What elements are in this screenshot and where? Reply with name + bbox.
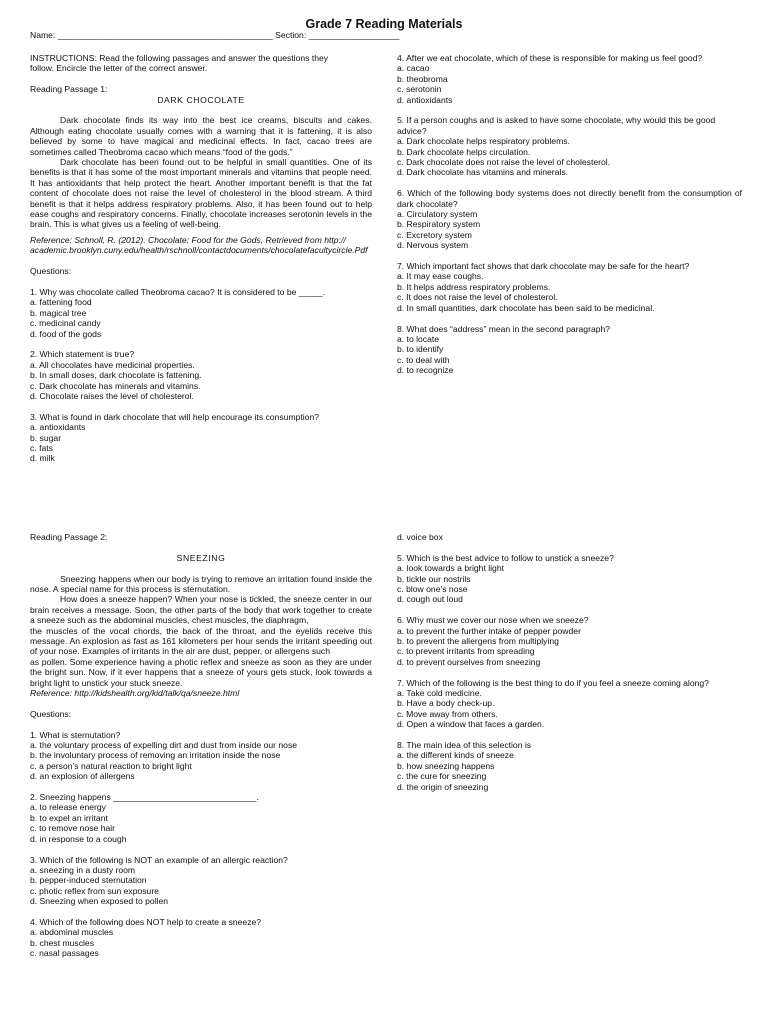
answer-choice[interactable]: c. serotonin (397, 84, 442, 95)
question-block (30, 792, 372, 844)
answer-choice[interactable]: a. fattening food (30, 297, 92, 308)
question-block (397, 740, 742, 792)
answer-choice[interactable]: d. the origin of sneezing (397, 781, 489, 792)
answer-choice[interactable]: b. theobroma (397, 73, 448, 84)
question-text: 4. Which of the following does NOT help to create a sneeze? (30, 916, 262, 927)
question-block (30, 349, 372, 401)
answer-choice[interactable]: b. Dark chocolate helps circulation. (397, 146, 531, 157)
passage2-column (30, 532, 372, 959)
question-block (397, 553, 742, 605)
answer-choice[interactable]: b. pepper-induced sternutation (30, 875, 147, 886)
page-title: Grade 7 Reading Materials (305, 17, 463, 31)
passage1-title: DARK CHOCOLATE (157, 94, 245, 105)
passage2-title: SNEEZING (176, 552, 226, 563)
answer-choice[interactable]: a. the voluntary process of expelling dirt and dust from inside our nose (30, 740, 298, 751)
question-block (397, 188, 742, 250)
answer-choice[interactable]: b. chest muscles (30, 937, 94, 948)
answer-choice[interactable]: d. Nervous system (397, 240, 469, 251)
answer-choice[interactable]: c. It does not raise the level of cholesterol. (397, 292, 558, 303)
answer-choice[interactable]: a. the different kinds of sneeze (397, 750, 514, 761)
question-text: 8. What does “address” mean in the second paragraph? (397, 323, 611, 334)
answer-choice[interactable]: d. an explosion of allergens (30, 771, 135, 782)
answer-choice[interactable]: d. in response to a cough (30, 833, 127, 844)
passage2-questions-right-column (397, 532, 742, 792)
answer-choice[interactable]: a. All chocolates have medicinal properties. (30, 359, 195, 370)
passage1-questions-right-column (397, 53, 742, 376)
question-text: 1. Why was chocolate called Theobroma cacao? It is considered to be _____. (30, 286, 326, 297)
answer-choice[interactable]: d. Dark chocolate has vitamins and minerals. (397, 167, 568, 178)
answer-choice[interactable]: d. food of the gods (30, 328, 102, 339)
answer-choice[interactable]: b. to prevent the allergens from multiplying (397, 636, 559, 647)
passage1-column (30, 53, 372, 464)
passage2-paragraph-2c: as pollen. Some experience having a photic reflex and sneeze as soon as they are under the bright sun. Now, if it ever happens that a sneeze of yours gets stuck, look towards a bright light to unstick your stuck sneeze. (30, 656, 372, 688)
answer-choice[interactable]: d. Chocolate raises the level of cholesterol. (30, 390, 194, 401)
passage2-label: Reading Passage 2: (30, 532, 108, 542)
answer-choice[interactable]: a. Dark chocolate helps respiratory problems. (397, 136, 570, 147)
passage2-paragraph-2a: How does a sneeze happen? When your nose is tickled, the sneeze center in our brain receives a message. Soon, the other parts of the body that work together to create a sneeze such as the abdominal muscles, chest muscles, the diaphragm, (30, 594, 372, 626)
passage1-paragraph-1: Dark chocolate finds its way into the best ice creams, biscuits and cakes. Although eating chocolate usually comes with a warning that it is fattening, it is also believed by some to have magical and medicinal effects. In fact, cacao trees are sometimes called Theobroma cacao which means “food of the gods.” (30, 115, 372, 157)
answer-choice[interactable]: c. to remove nose hair (30, 823, 116, 834)
answer-choice[interactable]: a. Take cold medicine. (397, 688, 482, 699)
answer-choice[interactable]: c. fats (30, 442, 53, 453)
passage1-label: Reading Passage 1: (30, 84, 108, 95)
answer-choice[interactable]: d. Open a window that faces a garden. (397, 719, 545, 730)
question-text: 3. What is found in dark chocolate that will help encourage its consumption? (30, 411, 320, 422)
answer-choice[interactable]: a. look towards a bright light (397, 563, 505, 574)
question-block (397, 261, 742, 313)
question-text: 1. What is sternutation? (30, 729, 121, 740)
question-block (397, 115, 742, 177)
question-block (30, 855, 372, 907)
question-block (397, 678, 742, 730)
answer-choice[interactable]: b. the involuntary process of removing an irritation inside the nose (30, 750, 281, 761)
question-text: 8. The main idea of this selection is (397, 740, 532, 751)
question-text: 2. Sneezing happens ______________________________. (30, 792, 259, 803)
question-block (397, 324, 742, 376)
answer-choice[interactable]: b. Have a body check-up. (397, 698, 495, 709)
answer-choice[interactable]: a. antioxidants (30, 422, 86, 433)
question-block (397, 615, 742, 667)
question-text: 6. Why must we cover our nose when we sneeze? (397, 615, 589, 626)
passage1-paragraph-2: Dark chocolate has been found out to be helpful in small quantities. One of its benefits is that it has some of the most important minerals and vitamins that people need. It has antioxidants that help protect the heart. Another important benefit is that the fat content of chocolate does not raise the level of cholesterol in the blood stream. A third benefit is that it helps address respiratory problems. Also, it has been found out to help ease coughs and respiratory concerns. Finally, chocolate increases serotonin levels in the brain. This is what gives us a feeling of well-being. (30, 157, 372, 230)
question-block (397, 53, 742, 105)
answer-choice[interactable]: d. to recognize (397, 365, 454, 376)
answer-choice[interactable]: c. nasal passages (30, 948, 99, 959)
answer-choice[interactable]: d. to prevent ourselves from sneezing (397, 656, 541, 667)
answer-choice[interactable]: d. voice box (397, 532, 443, 542)
answer-choice[interactable]: c. medicinal candy (30, 318, 101, 329)
answer-choice[interactable]: d. In small quantities, dark chocolate has been said to be medicinal. (397, 302, 655, 313)
question-text: 7. Which of the following is the best thing to do if you feel a sneeze coming along? (397, 677, 709, 688)
answer-choice[interactable]: a. to release energy (30, 802, 106, 813)
question-text: 5. If a person coughs and is asked to have some chocolate, why would this be good advice? (397, 115, 716, 136)
answer-choice[interactable]: b. to expel an irritant (30, 812, 108, 823)
answer-choice[interactable]: c. to prevent irritants from spreading (397, 646, 535, 657)
passage2-reference: Reference: http://kidshealth.org/kid/talk/qa/sneeze.html (30, 688, 240, 699)
question-text: 3. Which of the following is NOT an example of an allergic reaction? (30, 854, 288, 865)
answer-choice[interactable]: d. milk (30, 453, 55, 464)
passage1-questions-label: Questions: (30, 266, 72, 277)
question-block (30, 412, 372, 464)
answer-choice[interactable]: c. Excretory system (397, 229, 472, 240)
instructions-line-2: follow. Encircle the letter of the correct answer. (30, 63, 208, 74)
passage2-paragraph-1: Sneezing happens when our body is trying to remove an irritation found inside the nose. A special name for this process is sternutation. (30, 573, 372, 594)
question-text: 5. Which is the best advice to follow to unstick a sneeze? (397, 552, 614, 563)
answer-choice[interactable]: b. how sneezing happens (397, 760, 495, 771)
question-block (30, 730, 372, 782)
question-text: 4. After we eat chocolate, which of these is responsible for making us feel good? (397, 53, 703, 63)
answer-choice[interactable]: d. cough out loud (397, 594, 463, 605)
answer-choice[interactable]: d. Sneezing when exposed to pollen (30, 896, 169, 907)
answer-choice[interactable]: b. sugar (30, 432, 62, 443)
answer-choice[interactable]: a. to prevent the further intake of pepper powder (397, 625, 581, 636)
passage2-questions-label: Questions: (30, 708, 72, 719)
answer-choice[interactable]: d. antioxidants (397, 94, 453, 105)
answer-choice[interactable]: b. It helps address respiratory problems. (397, 281, 551, 292)
answer-choice[interactable]: b. In small doses, dark chocolate is fattening. (30, 370, 202, 381)
passage1-reference-line-1: Reference: Schnoll, R. (2012). Chocolate: Food for the Gods, Retrieved from http:// (30, 234, 346, 245)
answer-choice[interactable]: a. Circulatory system (397, 209, 478, 220)
answer-choice[interactable]: c. the cure for sneezing (397, 771, 487, 782)
answer-choice[interactable]: b. to identify (397, 344, 444, 355)
question-text: 2. Which statement is true? (30, 349, 135, 360)
answer-choice[interactable]: a. It may ease coughs. (397, 271, 484, 282)
answer-choice[interactable]: c. photic reflex from sun exposure (30, 885, 159, 896)
name-section-line: Name: _____________________________________________ Section: ___________________ (30, 30, 400, 40)
instructions-line-1: INSTRUCTIONS: Read the following passages and answer the questions they (30, 53, 329, 63)
answer-choice[interactable]: b. magical tree (30, 307, 87, 318)
answer-choice[interactable]: c. to deal with (397, 354, 450, 365)
passage2-paragraph-2b: the muscles of the vocal chords, the back of the throat, and the eyelids receive this message. An explosion as fast as 161 kilometers per hour sends the irritant speeding out of your nose. Examples of irritants in the air are dust, pepper, or allergens such (30, 625, 372, 657)
passage1-reference-line-2: academic.brooklyn.cuny.edu/health/rschnoll/contactdocuments/chocolatefacultycircle.Pdf (30, 245, 368, 256)
answer-choice[interactable]: c. a person’s natural reaction to bright light (30, 760, 192, 771)
question-text: 6. Which of the following body systems does not directly benefit from the consumption of dark chocolate? (397, 188, 742, 209)
answer-choice[interactable]: c. blow one’s nose (397, 584, 468, 595)
answer-choice[interactable]: a. abdominal muscles (30, 927, 114, 938)
answer-choice[interactable]: b. tickle our nostrils (397, 573, 471, 584)
answer-choice[interactable]: b. Respiratory system (397, 219, 481, 230)
answer-choice[interactable]: c. Dark chocolate does not raise the level of cholesterol. (397, 157, 611, 168)
answer-choice[interactable]: a. to locate (397, 333, 440, 344)
answer-choice[interactable]: a. sneezing in a dusty room (30, 864, 136, 875)
answer-choice[interactable]: c. Dark chocolate has minerals and vitamins. (30, 380, 201, 391)
answer-choice[interactable]: a. cacao (397, 63, 430, 74)
question-text: 7. Which important fact shows that dark chocolate may be safe for the heart? (397, 261, 690, 272)
question-block (30, 287, 372, 339)
question-block (30, 917, 372, 959)
answer-choice[interactable]: c. Move away from others. (397, 708, 498, 719)
